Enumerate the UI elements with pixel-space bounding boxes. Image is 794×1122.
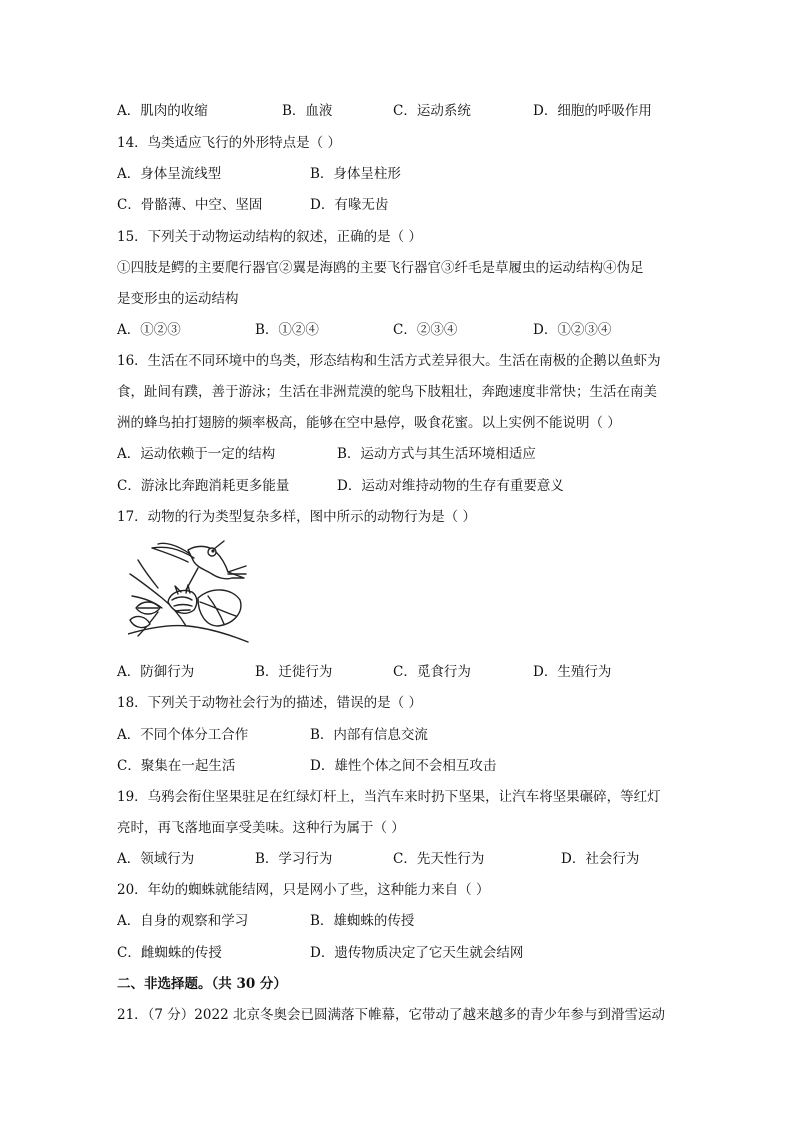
q15-stem: 15．下列关于动物运动结构的叙述，正确的是（ ） (117, 229, 422, 245)
q16-stem-line-1: 16．生活在不同环境中的鸟类，形态结构和生活方式差异很大。生活在南极的企鹅以鱼虾为 (117, 353, 661, 369)
q13-option-c: C．运动系统 (393, 103, 471, 119)
q18-option-b: B．内部有信息交流 (310, 727, 428, 743)
q13-option-b: B．血液 (282, 103, 333, 119)
q17-option-b: B．迁徙行为 (255, 664, 333, 680)
q16-stem-line-3: 洲的蜂鸟拍打翅膀的频率极高，能够在空中悬停，吸食花蜜。以上实例不能说明（ ） (117, 415, 621, 431)
q20-stem: 20．年幼的蜘蛛就能结网，只是网小了些，这种能力来自（ ） (117, 882, 490, 898)
q17-option-a: A．防御行为 (117, 664, 195, 680)
q19-option-c: C．先天性行为 (393, 851, 485, 867)
q18-option-a: A．不同个体分工合作 (117, 727, 249, 743)
q18-option-c: C．聚集在一起生活 (117, 758, 236, 774)
hummingbird-nest-illustration (128, 538, 252, 648)
q21-stem-line-1: 21．（7 分）2022 北京冬奥会已圆满落下帷幕，它带动了越来越多的青少年参与到滑雪运动 (117, 1007, 665, 1023)
q13-option-a: A．肌肉的收缩 (117, 103, 208, 119)
q16-option-b: B．运动方式与其生活环境相适应 (337, 446, 536, 462)
q15-option-a: A．①②③ (117, 322, 181, 338)
section-title-non-choice: 二、非选择题。（共 30 分） (117, 976, 287, 992)
q16-option-a: A．运动依赖于一定的结构 (117, 446, 276, 462)
q15-statement-line-2: 是变形虫的运动结构 (117, 291, 239, 307)
q19-option-d: D．社会行为 (561, 851, 640, 867)
q16-option-d: D．运动对维持动物的生存有重要意义 (337, 478, 564, 494)
q14-option-d: D．有喙无齿 (310, 197, 389, 213)
q13-option-d: D．细胞的呼吸作用 (533, 103, 652, 119)
q19-stem-line-1: 19．乌鸦会衔住坚果驻足在红绿灯杆上，当汽车来时扔下坚果，让汽车将坚果碾碎，等红灯 (117, 789, 661, 805)
q14-option-b: B．身体呈柱形 (310, 166, 401, 182)
q20-option-b: B．雄蜘蛛的传授 (310, 913, 415, 929)
q20-option-d: D．遗传物质决定了它天生就会结网 (310, 945, 524, 961)
q15-option-b: B．①②④ (255, 322, 319, 338)
q16-option-c: C．游泳比奔跑消耗更多能量 (117, 478, 290, 494)
q19-stem-line-2: 亮时，再飞落地面享受美味。这种行为属于（ ） (117, 820, 405, 836)
q15-statement-line-1: ①四肢是鳄的主要爬行器官②翼是海鸥的主要飞行器官③纤毛是草履虫的运动结构④伪足 (117, 260, 644, 276)
q18-option-d: D．雄性个体之间不会相互攻击 (310, 758, 497, 774)
q16-stem-line-2: 食，趾间有蹼，善于游泳；生活在非洲荒漠的鸵鸟下肢粗壮，奔跑速度非常快；生活在南美 (117, 384, 657, 400)
q15-option-d: D．①②③④ (533, 322, 612, 338)
q14-stem: 14．鸟类适应飞行的外形特点是（ ） (117, 135, 341, 151)
q17-stem: 17．动物的行为类型复杂多样，图中所示的动物行为是（ ） (117, 509, 476, 525)
q20-option-a: A．自身的观察和学习 (117, 913, 249, 929)
q15-option-c: C．②③④ (393, 322, 458, 338)
q14-option-a: A．身体呈流线型 (117, 166, 222, 182)
q17-option-d: D．生殖行为 (533, 664, 612, 680)
q14-option-c: C．骨骼薄、中空、坚固 (117, 197, 263, 213)
q20-option-c: C．雌蜘蛛的传授 (117, 945, 222, 961)
q19-option-b: B．学习行为 (255, 851, 333, 867)
q19-option-a: A．领域行为 (117, 851, 195, 867)
q17-option-c: C．觅食行为 (393, 664, 471, 680)
q18-stem: 18．下列关于动物社会行为的描述，错误的是（ ） (117, 695, 422, 711)
